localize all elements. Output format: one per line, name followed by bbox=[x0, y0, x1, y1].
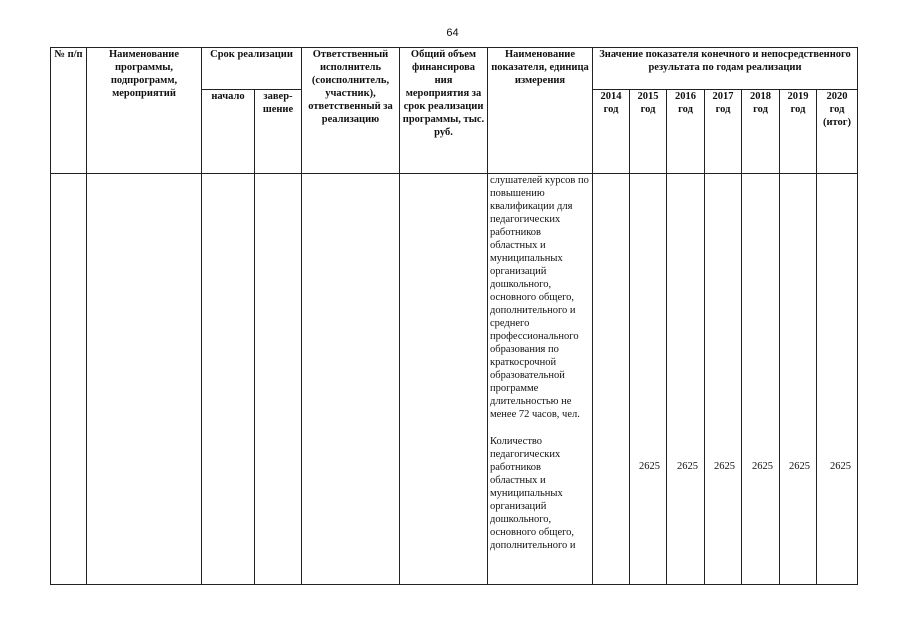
table-row bbox=[51, 174, 858, 585]
header-indicator: Наименование показателя, единица измерения bbox=[488, 48, 593, 174]
value-2018: 2625 bbox=[752, 461, 773, 472]
header-year-2014: 2014 год bbox=[593, 90, 630, 174]
cell-year-2016 bbox=[667, 174, 705, 585]
cell-year-2015 bbox=[630, 174, 667, 585]
indicators-table bbox=[50, 47, 858, 585]
value-2020: 2625 bbox=[830, 461, 851, 472]
cell-funding bbox=[400, 174, 488, 585]
value-2016: 2625 bbox=[677, 461, 698, 472]
indicator-text-1: слушателей курсов по повышению квалификации для педагогических работников областных и муниципальных организаций дошкольного, основного общего, дополнительного и среднего профессионального образования по краткосрочной образовательной программе длительностью не менее 72 часов, чел. bbox=[490, 175, 589, 420]
header-term-end: завер-шение bbox=[255, 90, 302, 174]
cell-indicators bbox=[488, 174, 593, 585]
value-2017: 2625 bbox=[714, 461, 735, 472]
header-year-2019: 2019 год bbox=[780, 90, 817, 174]
cell-year-2018 bbox=[742, 174, 780, 585]
header-year-2017: 2017 год bbox=[705, 90, 742, 174]
cell-term-end bbox=[255, 174, 302, 585]
header-values-title: Значение показателя конечного и непосредственного результата по годам реализации bbox=[593, 48, 858, 90]
header-term: Срок реализации bbox=[202, 48, 302, 90]
cell-term-start bbox=[202, 174, 255, 585]
cell-year-2014 bbox=[593, 174, 630, 585]
cell-year-2020 bbox=[817, 174, 858, 585]
header-program: Наименование программы, подпрограмм, мероприятий bbox=[87, 48, 202, 174]
header-year-2018: 2018 год bbox=[742, 90, 780, 174]
cell-program bbox=[87, 174, 202, 585]
value-2019: 2625 bbox=[789, 461, 810, 472]
header-year-2020: 2020 год (итог) bbox=[817, 90, 858, 174]
header-year-2016: 2016 год bbox=[667, 90, 705, 174]
header-responsible: Ответственный исполнитель (соисполнитель, участник), ответственный за реализацию bbox=[302, 48, 400, 174]
cell-num bbox=[51, 174, 87, 585]
header-term-start: начало bbox=[202, 90, 255, 174]
indicator-text-2: Количество педагогических работников областных и муниципальных организаций дошкольного, основного общего, дополнительного и bbox=[490, 436, 576, 551]
cell-year-2019 bbox=[780, 174, 817, 585]
cell-year-2017 bbox=[705, 174, 742, 585]
page-number: 64 bbox=[446, 27, 459, 39]
header-num: № п/п bbox=[51, 48, 87, 174]
header-year-2015: 2015 год bbox=[630, 90, 667, 174]
header-funding: Общий объем финансирова ния мероприятия за срок реализации программы, тыс. руб. bbox=[400, 48, 488, 174]
value-2015: 2625 bbox=[639, 461, 660, 472]
cell-responsible bbox=[302, 174, 400, 585]
